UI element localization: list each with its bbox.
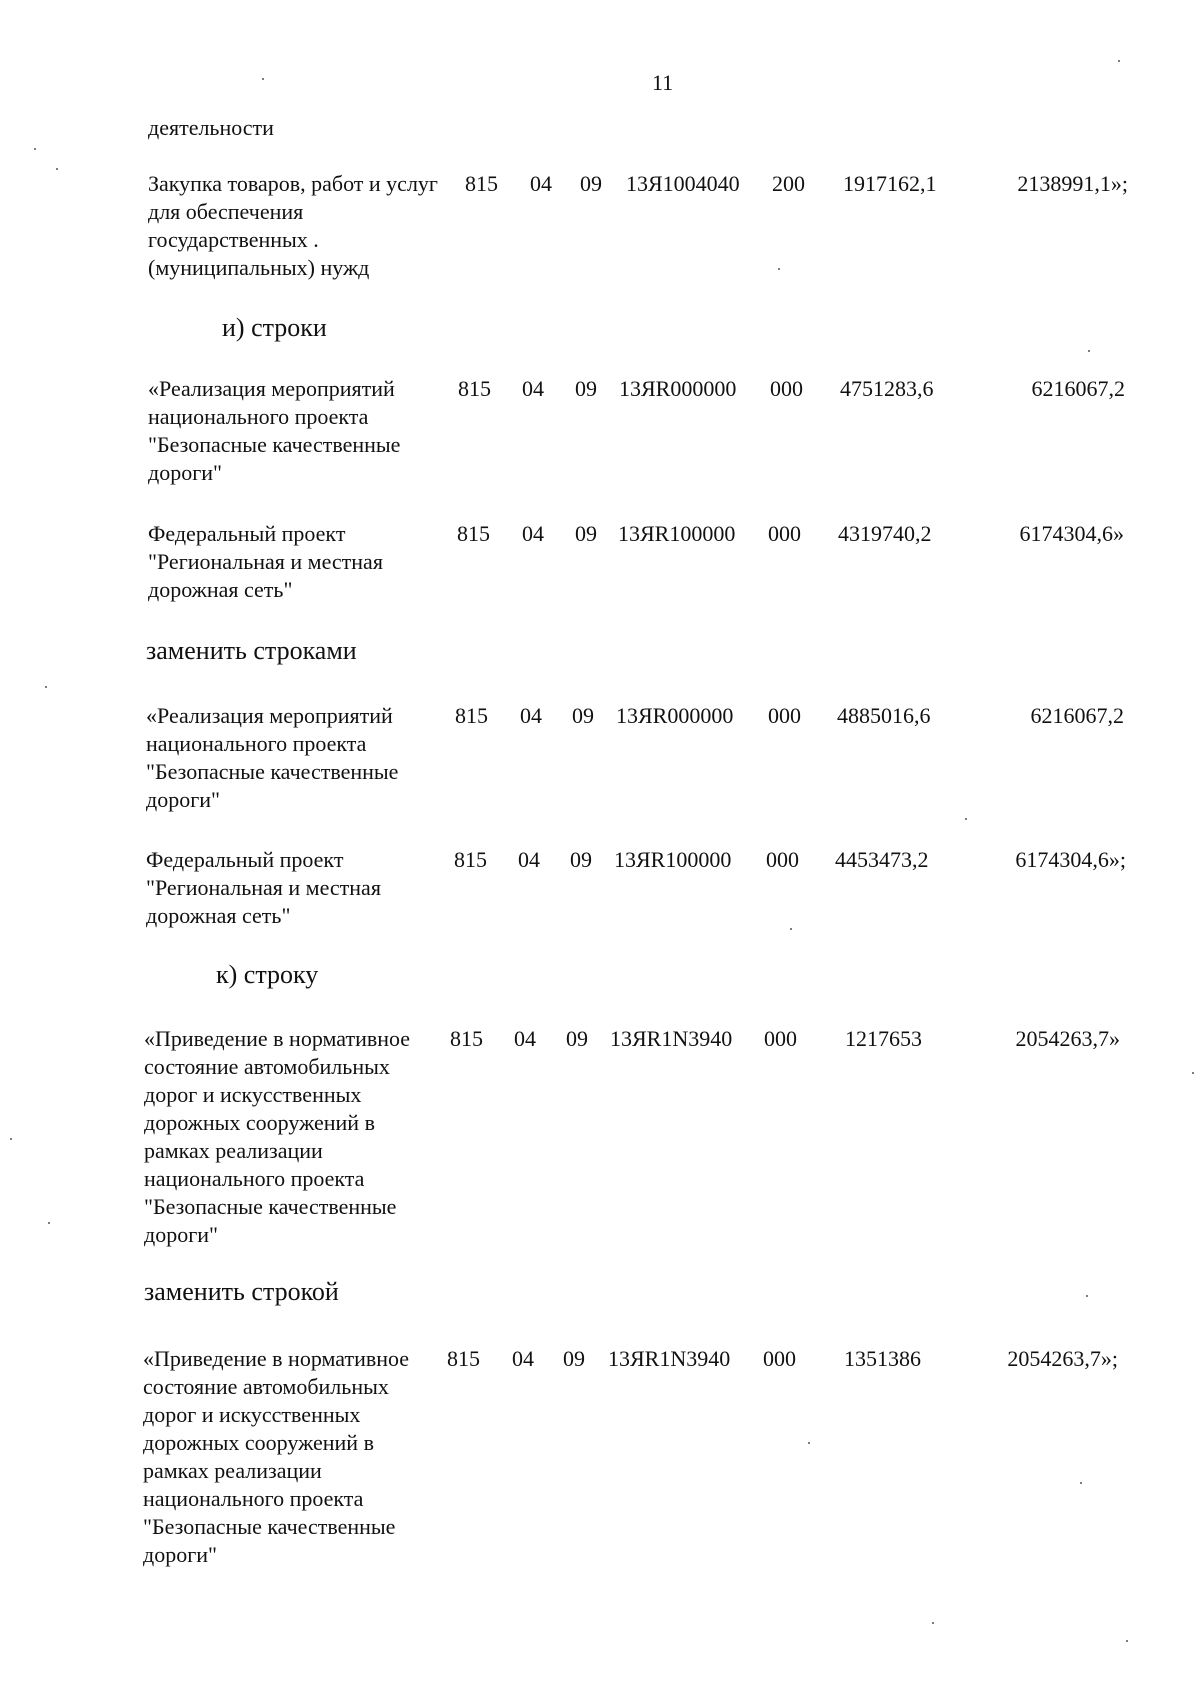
amount-2: 2054263,7»; xyxy=(1007,1346,1118,1371)
scan-speck xyxy=(48,1222,50,1224)
code-type: 000 xyxy=(768,521,801,546)
page-number: 11 xyxy=(652,70,674,95)
code-target: 13Я1004040 xyxy=(626,171,740,196)
code-target: 13ЯR1N3940 xyxy=(610,1026,733,1051)
scan-speck xyxy=(790,928,792,930)
row-name: Закупка товаров, работ и услуг для обеспечения государственных . (муниципальных) нужд xyxy=(148,171,438,280)
code-subsection: 09 xyxy=(566,1026,588,1051)
code-ministry: 815 xyxy=(447,1346,480,1371)
amount-2: 2138991,1»; xyxy=(1017,171,1128,196)
leading-fragment: деятельности xyxy=(148,115,274,140)
code-section: 04 xyxy=(530,171,552,196)
scan-speck xyxy=(34,148,36,150)
amount-1: 1351386 xyxy=(844,1346,921,1371)
code-ministry: 815 xyxy=(454,847,487,872)
code-section: 04 xyxy=(518,847,540,872)
code-target: 13ЯR100000 xyxy=(618,521,736,546)
row-name: «Приведение в нормативное состояние автомобильных дорог и искусственных дорожных сооружений в рамках реализации национального проекта "Безопасные качественные дороги" xyxy=(144,1026,411,1247)
scan-speck xyxy=(808,1442,810,1444)
code-target: 13ЯR1N3940 xyxy=(608,1346,731,1371)
code-section: 04 xyxy=(514,1026,536,1051)
row-name: «Приведение в нормативное состояние автомобильных дорог и искусственных дорожных сооружений в рамках реализации национального проекта "Безопасные качественные дороги" xyxy=(143,1346,410,1567)
row-name: Федеральный проект "Региональная и местная дорожная сеть" xyxy=(148,521,383,602)
code-type: 000 xyxy=(770,376,803,401)
code-type: 000 xyxy=(763,1346,796,1371)
code-ministry: 815 xyxy=(465,171,498,196)
instruction-replace-rows: заменить строками xyxy=(146,636,357,665)
amount-1: 4885016,6 xyxy=(837,703,931,728)
code-ministry: 815 xyxy=(458,376,491,401)
code-target: 13ЯR000000 xyxy=(619,376,737,401)
scan-speck xyxy=(778,268,780,270)
amount-2: 6216067,2 xyxy=(1031,376,1125,401)
amount-2: 6174304,6» xyxy=(1019,521,1124,546)
scan-speck xyxy=(10,1138,12,1140)
amount-1: 1917162,1 xyxy=(843,171,937,196)
code-subsection: 09 xyxy=(570,847,592,872)
amount-1: 1217653 xyxy=(845,1026,922,1051)
code-ministry: 815 xyxy=(450,1026,483,1051)
code-type: 000 xyxy=(768,703,801,728)
code-type: 200 xyxy=(772,171,805,196)
code-section: 04 xyxy=(520,703,542,728)
amount-1: 4751283,6 xyxy=(840,376,934,401)
scan-speck xyxy=(1086,1295,1088,1297)
scan-speck xyxy=(932,1622,934,1624)
row-name: «Реализация мероприятий национального проекта "Безопасные качественные дороги" xyxy=(148,376,401,485)
code-target: 13ЯR000000 xyxy=(616,703,734,728)
code-ministry: 815 xyxy=(455,703,488,728)
row-name: Федеральный проект "Региональная и местная дорожная сеть" xyxy=(146,847,381,928)
scan-speck xyxy=(965,818,967,820)
code-section: 04 xyxy=(512,1346,534,1371)
instruction-replace-row: заменить строкой xyxy=(144,1277,339,1306)
code-subsection: 09 xyxy=(563,1346,585,1371)
scan-speck xyxy=(1192,1072,1194,1074)
code-subsection: 09 xyxy=(575,521,597,546)
code-ministry: 815 xyxy=(457,521,490,546)
amount-2: 2054263,7» xyxy=(1015,1026,1120,1051)
code-section: 04 xyxy=(522,376,544,401)
amount-2: 6216067,2 xyxy=(1030,703,1124,728)
scan-speck xyxy=(45,686,47,688)
scan-speck xyxy=(56,168,58,170)
amount-1: 4453473,2 xyxy=(835,847,929,872)
scan-speck xyxy=(1126,1640,1128,1642)
scan-speck xyxy=(262,78,264,80)
amount-1: 4319740,2 xyxy=(838,521,932,546)
instruction-i: и) строки xyxy=(222,313,327,342)
code-subsection: 09 xyxy=(580,171,602,196)
code-subsection: 09 xyxy=(575,376,597,401)
scan-speck xyxy=(1088,350,1090,352)
code-type: 000 xyxy=(766,847,799,872)
scan-speck xyxy=(1118,60,1120,62)
code-target: 13ЯR100000 xyxy=(614,847,732,872)
code-type: 000 xyxy=(764,1026,797,1051)
instruction-k: к) строку xyxy=(216,960,319,989)
code-subsection: 09 xyxy=(572,703,594,728)
scan-speck xyxy=(1080,1482,1082,1484)
code-section: 04 xyxy=(522,521,544,546)
amount-2: 6174304,6»; xyxy=(1015,847,1126,872)
row-name: «Реализация мероприятий национального проекта "Безопасные качественные дороги" xyxy=(146,703,399,812)
